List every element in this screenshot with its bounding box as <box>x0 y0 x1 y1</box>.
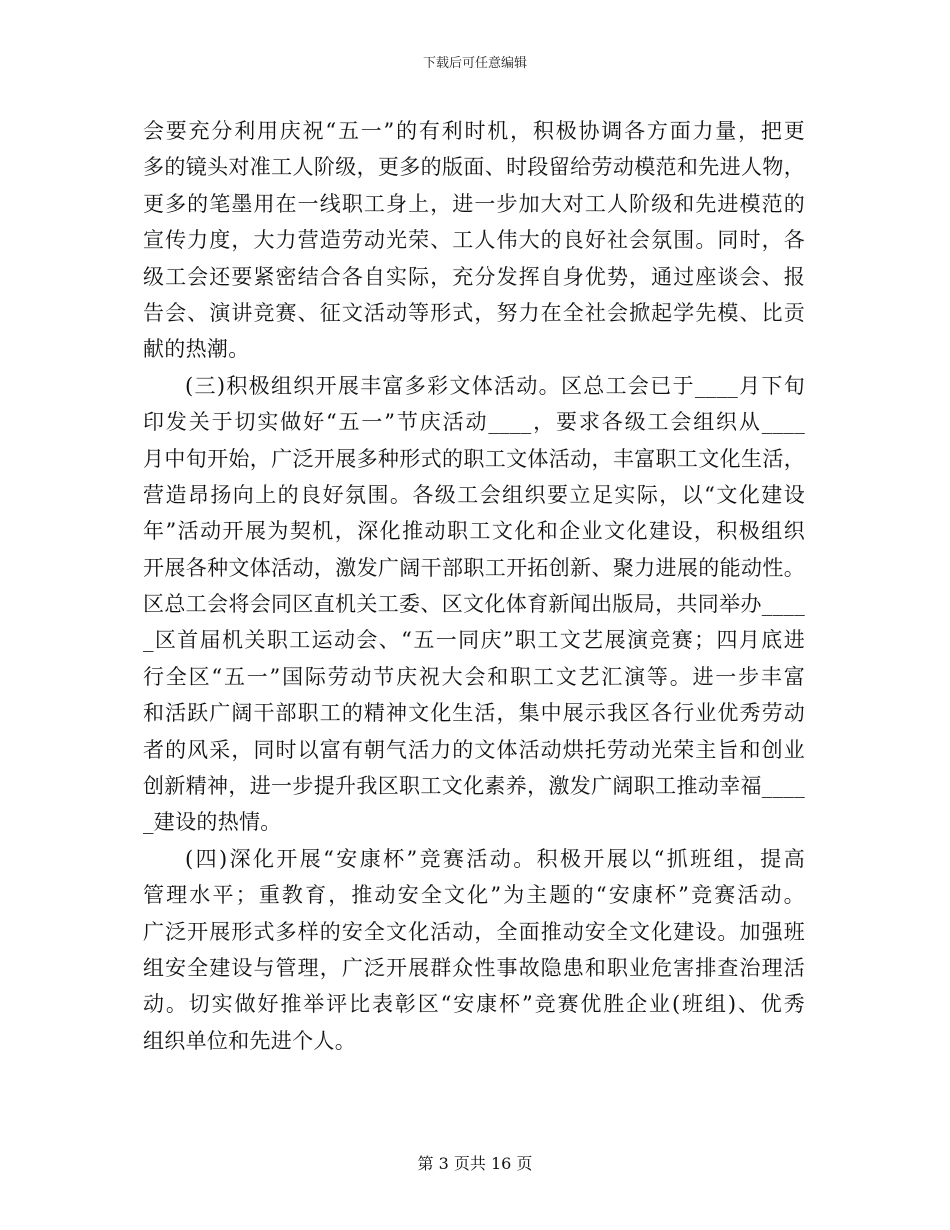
text-line: 动。切实做好推举评比表彰区“安康杯”竞赛优胜企业(班组)、优秀 <box>143 992 805 1017</box>
page-number: 第 3 页共 16 页 <box>417 1154 533 1173</box>
text-line: 行全区“五一”国际劳动节庆祝大会和职工文艺汇演等。进一步丰富 <box>143 664 805 689</box>
text-line: 创新精神，进一步提升我区职工文化素养，激发广阔职工推动幸福____ <box>143 774 805 799</box>
paragraph <box>143 841 805 1059</box>
text-line: 营造昂扬向上的良好氛围。各级工会组织要立足实际，以“文化建设 <box>143 482 805 507</box>
text-line: 开展各种文体活动，激发广阔干部职工开拓创新、聚力进展的能动性。 <box>143 555 805 580</box>
text-line: (三)积极组织开展丰富多彩文体活动。区总工会已于____月下旬 <box>185 373 805 398</box>
text-line: 组织单位和先进个人。 <box>143 1028 356 1053</box>
text-line: 印发关于切实做好“五一”节庆活动____，要求各级工会组织从____ <box>143 410 805 435</box>
text-line: 更多的笔墨用在一线职工身上，进一步加大对工人阶级和先进模范的 <box>143 191 805 216</box>
text-line: _区首届机关职工运动会、“五一同庆”职工文艺展演竞赛；四月底进 <box>143 628 805 653</box>
paragraph <box>143 368 805 841</box>
text-line: 年”活动开展为契机，深化推动职工文化和企业文化建设，积极组织 <box>143 519 805 544</box>
text-line: 多的镜头对准工人阶级，更多的版面、时段留给劳动模范和先进人物， <box>143 155 805 180</box>
text-line: (四)深化开展“安康杯”竞赛活动。积极开展以“抓班组，提高 <box>185 846 805 871</box>
text-line: 月中旬开始，广泛开展多种形式的职工文体活动，丰富职工文化生活， <box>143 446 805 471</box>
text-line: 宣传力度，大力营造劳动光荣、工人伟大的良好社会氛围。同时，各 <box>143 228 805 253</box>
text-line: 者的风采，同时以富有朝气活力的文体活动烘托劳动光荣主旨和创业 <box>143 737 805 762</box>
text-line: 组安全建设与管理，广泛开展群众性事故隐患和职业危害排查治理活 <box>143 955 805 980</box>
text-line: 广泛开展形式多样的安全文化活动，全面推动安全文化建设。加强班 <box>143 919 805 944</box>
text-line: 管理水平；重教育，推动安全文化”为主题的“安康杯”竞赛活动。 <box>143 883 805 908</box>
text-line: 告会、演讲竞赛、征文活动等形式，努力在全社会掀起学先模、比贡 <box>143 300 805 325</box>
text-line: 献的热潮。 <box>143 337 250 362</box>
header-note: 下载后可任意编辑 <box>422 56 527 71</box>
document-body <box>143 113 805 1059</box>
paragraph <box>143 113 805 368</box>
text-line: _建设的热情。 <box>143 810 282 835</box>
text-line: 会要充分利用庆祝“五一”的有利时机，积极协调各方面力量，把更 <box>143 119 805 143</box>
text-line: 和活跃广阔干部职工的精神文化生活，集中展示我区各行业优秀劳动 <box>143 701 805 726</box>
text-line: 区总工会将会同区直机关工委、区文化体育新闻出版局，共同举办____ <box>143 592 805 617</box>
text-line: 级工会还要紧密结合各自实际，充分发挥自身优势，通过座谈会、报 <box>143 264 805 289</box>
